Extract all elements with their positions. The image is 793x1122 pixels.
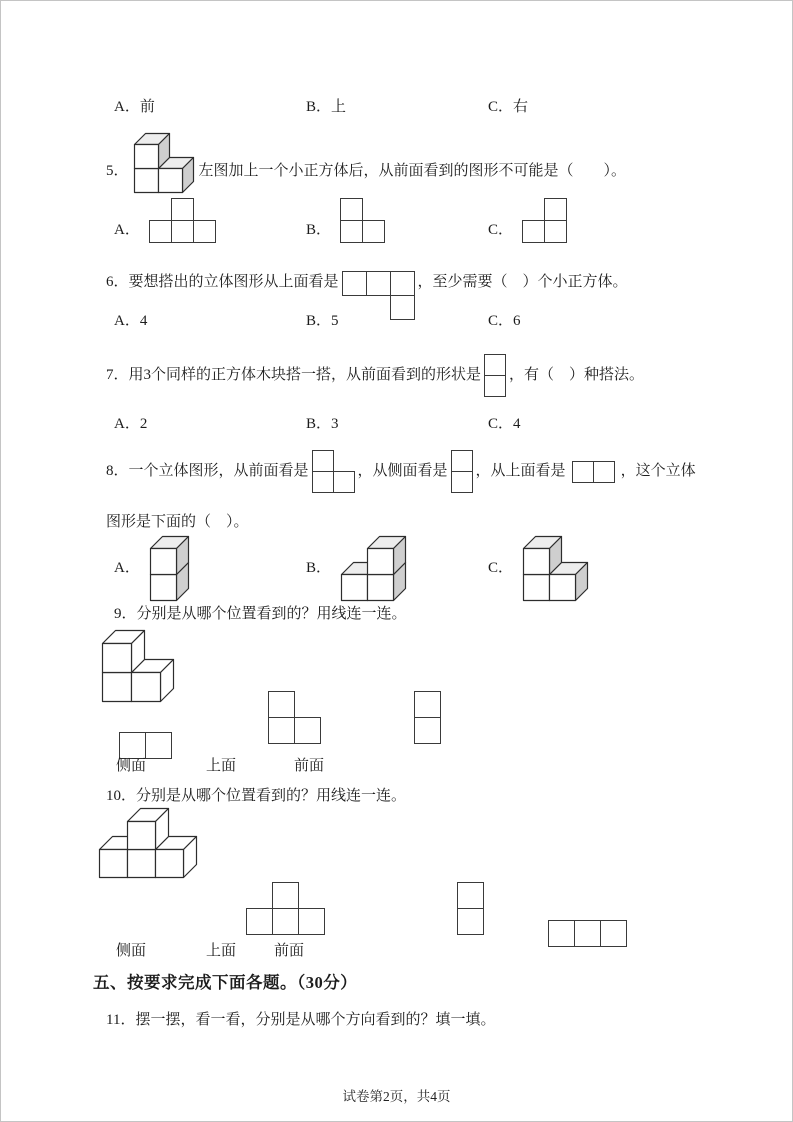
option-b-label: B．5 (306, 313, 339, 329)
view-label-side: 侧面 (116, 758, 147, 774)
cube-figure (98, 807, 198, 879)
question-5-options (1, 198, 793, 250)
question-10-stem (106, 787, 406, 806)
option-a-label: A． (114, 222, 140, 239)
option-c-label: C．6 (488, 313, 521, 329)
question-text: 图形是下面的（ ）。 (106, 514, 249, 530)
option-c-label: C． (488, 222, 514, 239)
option-b-label: B．上 (306, 99, 347, 115)
cube-figure (522, 535, 589, 602)
option-a-label: A．前 (114, 99, 155, 115)
option-b-label: B． (306, 222, 332, 239)
view-label-front: 前面 (294, 758, 325, 774)
top-view-shape (572, 461, 615, 483)
front-view-shape (484, 354, 506, 397)
view-shape (149, 198, 216, 243)
question-text: 分别是从哪个位置看到的？用线连一连。 (136, 606, 407, 622)
question-text: ，从上面看是 (475, 463, 566, 480)
front-view-shape (414, 691, 441, 744)
question-text: 分别是从哪个位置看到的？用线连一连。 (136, 788, 407, 804)
cube-figure (133, 132, 195, 194)
question-number: 6． (106, 273, 129, 290)
top-view-shape (268, 691, 321, 744)
question-8-options (1, 534, 793, 604)
view-label-top: 上面 (206, 758, 237, 774)
question-text: 摆一摆，看一看，分别是从哪个方向看到的？填一填。 (135, 1012, 496, 1028)
section-title: 五、按要求完成下面各题。（30分） (93, 973, 358, 992)
question-number: 8． (106, 463, 129, 480)
question-text: 要想搭出的立体图形从上面看是 (128, 273, 339, 290)
cube-figure (149, 535, 190, 602)
question-text: 左图加上一个小正方体后，从前面看到的图形不可能是（ ）。 (198, 162, 627, 179)
view-shape (522, 198, 567, 243)
view-label-front: 前面 (274, 943, 305, 959)
option-a-label: A．2 (114, 416, 148, 432)
question-number: 11． (106, 1012, 136, 1028)
question-7-stem (106, 353, 644, 398)
question-text: ，有（ ）种搭法。 (509, 367, 645, 384)
question-9-stem (114, 605, 407, 624)
option-b (306, 534, 407, 602)
front-view-shape (312, 450, 355, 493)
top-view-shape (342, 271, 415, 320)
question-8-stem-line2 (106, 513, 249, 532)
cube-figure (101, 629, 175, 703)
question-text: ，这个立体 (620, 463, 696, 480)
view-label-side: 侧面 (116, 943, 147, 959)
question-8-stem (106, 449, 696, 494)
question-number: 9． (114, 606, 137, 622)
side-view-shape (246, 882, 325, 935)
question-text: 一个立体图形，从前面看是 (128, 463, 309, 480)
option-a-label: A．4 (114, 313, 148, 329)
page-footer: 试卷第2页，共4页 (342, 1089, 451, 1104)
option-c (488, 534, 589, 602)
cube-figure (340, 535, 407, 602)
question-11-stem (106, 1011, 495, 1030)
side-view-shape (451, 450, 473, 493)
option-b-label: B．3 (306, 416, 339, 432)
option-a (114, 198, 216, 243)
front-view-shape (548, 920, 627, 947)
option-c-label: C．右 (488, 99, 529, 115)
option-b-label: B． (306, 559, 332, 576)
view-shape (340, 198, 385, 243)
option-c-label: C． (488, 559, 514, 576)
option-a (114, 534, 190, 602)
question-number: 5． (106, 162, 129, 179)
option-c-label: C．4 (488, 416, 521, 432)
question-number: 7． (106, 367, 129, 384)
question-text: 用3个同样的正方体木块搭一搭，从前面看到的形状是 (128, 367, 482, 384)
option-c (488, 198, 567, 243)
question-5-stem (106, 132, 626, 194)
option-a-label: A． (114, 559, 140, 576)
question-text: ，至少需要（ ）个小正方体。 (417, 273, 628, 290)
question-number: 10． (106, 788, 137, 804)
question-6-stem (106, 256, 628, 308)
question-text: ，从侧面看是 (357, 463, 448, 480)
top-view-shape (457, 882, 484, 935)
view-label-top: 上面 (206, 943, 237, 959)
option-b (306, 198, 385, 243)
